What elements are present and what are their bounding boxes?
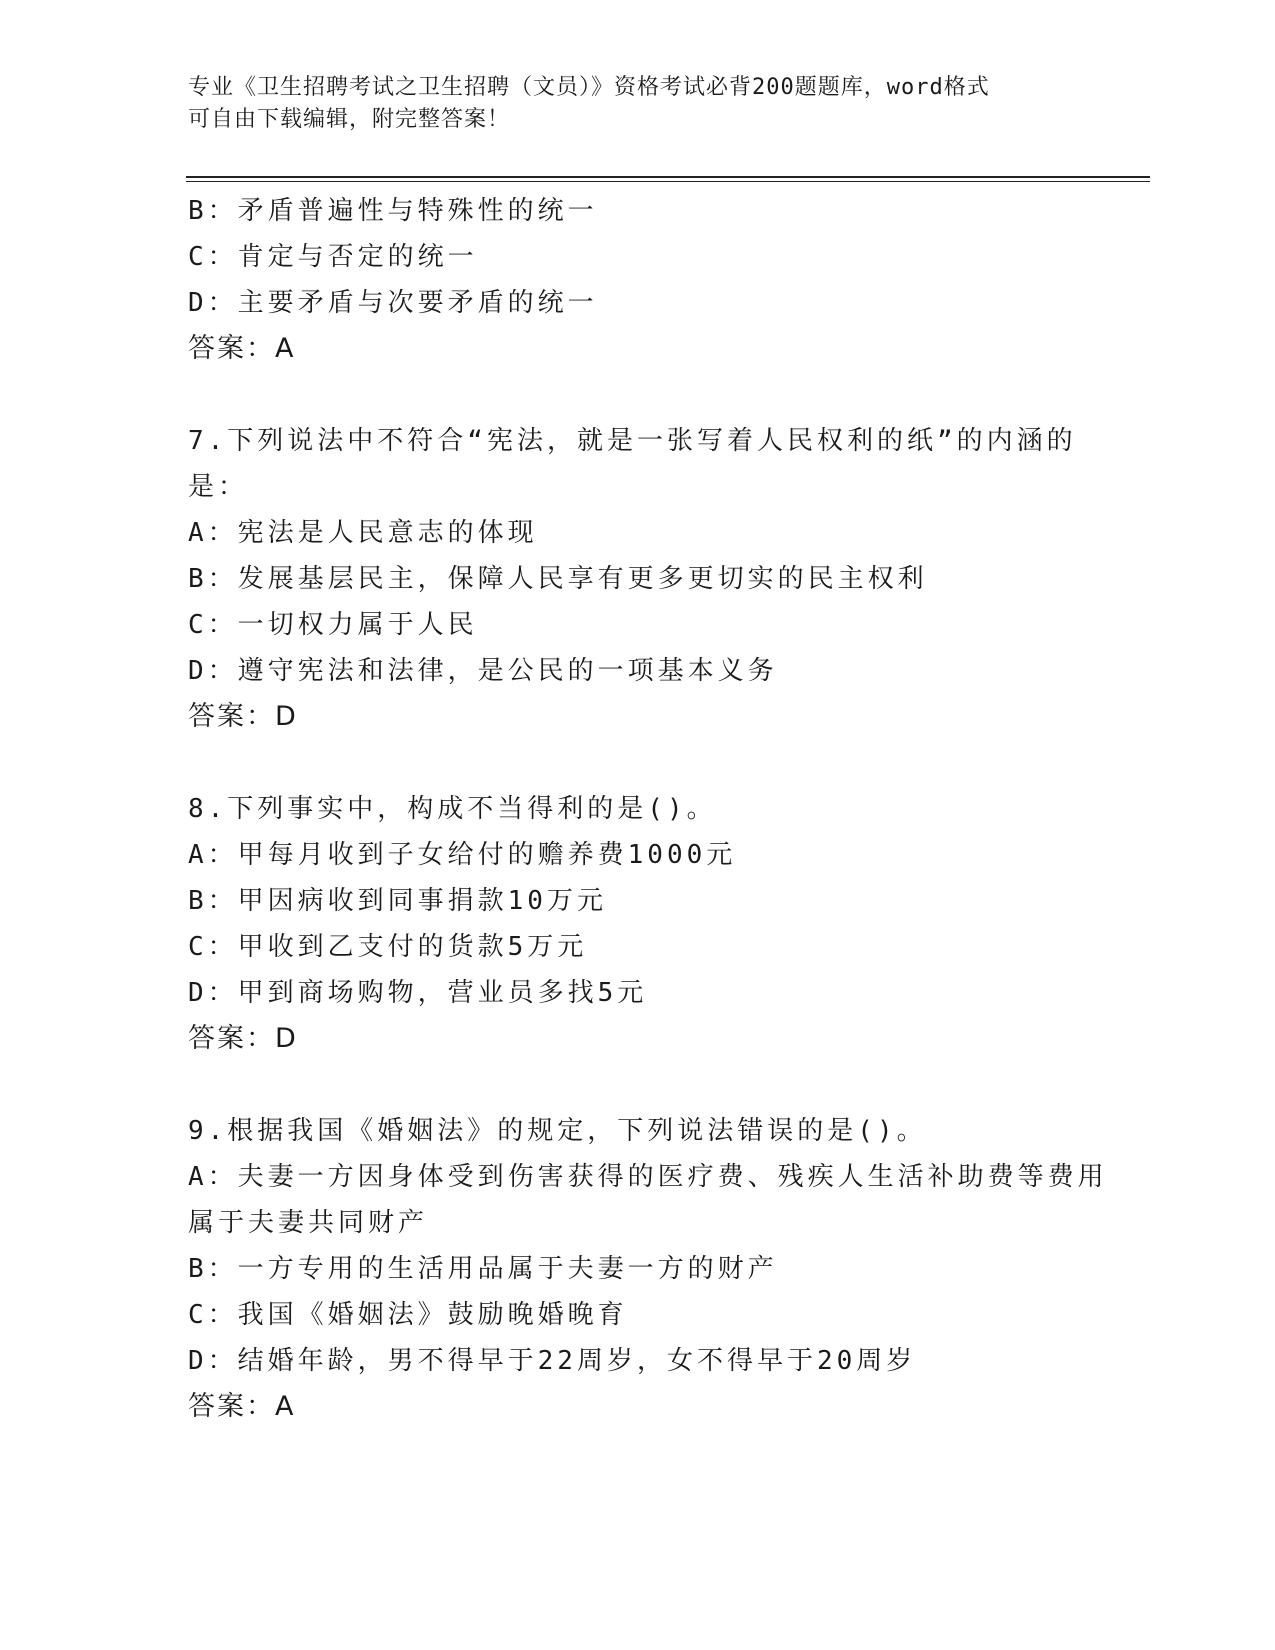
document-body [188, 188, 1108, 1430]
header-line-1: 专业《卫生招聘考试之卫生招聘（文员）》资格考试必背200题题库，word格式 [188, 75, 990, 100]
option-a: A：夫妻一方因身体受到伤害获得的医疗费、残疾人生活补助费等费用 [188, 1162, 1108, 1192]
option-a: A：甲每月收到子女给付的赡养费1000元 [188, 840, 737, 870]
header-line-2: 可自由下载编辑，附完整答案！ [188, 107, 511, 132]
answer: 答案：D [188, 1023, 298, 1054]
option-d: D：甲到商场购物，营业员多找5元 [188, 978, 648, 1008]
option-d: D：结婚年龄，男不得早于22周岁，女不得早于20周岁 [188, 1346, 917, 1376]
question-stem-continued: 是： [188, 472, 249, 502]
answer: 答案：A [188, 1391, 296, 1422]
option-d: D：遵守宪法和法律，是公民的一项基本义务 [188, 656, 778, 686]
question-8 [188, 786, 1088, 1062]
option-b: B：甲因病收到同事捐款10万元 [188, 886, 607, 916]
option-b: B：矛盾普遍性与特殊性的统一 [188, 196, 598, 226]
option-c: C：甲收到乙支付的货款5万元 [188, 932, 588, 962]
option-c: C：我国《婚姻法》鼓励晚婚晚育 [188, 1300, 628, 1330]
question-stem: 9.根据我国《婚姻法》的规定，下列说法错误的是()。 [188, 1116, 927, 1146]
header-divider-thick [186, 176, 1150, 178]
option-a-continued: 属于夫妻共同财产 [188, 1208, 429, 1238]
option-c: C：肯定与否定的统一 [188, 242, 478, 272]
spacer [188, 372, 1088, 418]
header-divider-thin [186, 181, 1150, 182]
option-b: B：一方专用的生活用品属于夫妻一方的财产 [188, 1254, 778, 1284]
answer: 答案：D [188, 701, 298, 732]
spacer [188, 740, 1088, 786]
option-a: A：宪法是人民意志的体现 [188, 518, 538, 548]
document-header [188, 72, 1068, 136]
answer: 答案：A [188, 333, 296, 364]
question-stem: 8.下列事实中，构成不当得利的是()。 [188, 794, 717, 824]
option-d: D：主要矛盾与次要矛盾的统一 [188, 288, 598, 318]
option-c: C：一切权力属于人民 [188, 610, 478, 640]
spacer [188, 1062, 1088, 1108]
question-stem: 7.下列说法中不符合“宪法，就是一张写着人民权利的纸”的内涵的 [188, 426, 1077, 456]
question-6-continued [188, 188, 1088, 372]
question-7 [188, 418, 1088, 740]
option-b: B：发展基层民主，保障人民享有更多更切实的民主权利 [188, 564, 928, 594]
question-9 [188, 1108, 1108, 1430]
